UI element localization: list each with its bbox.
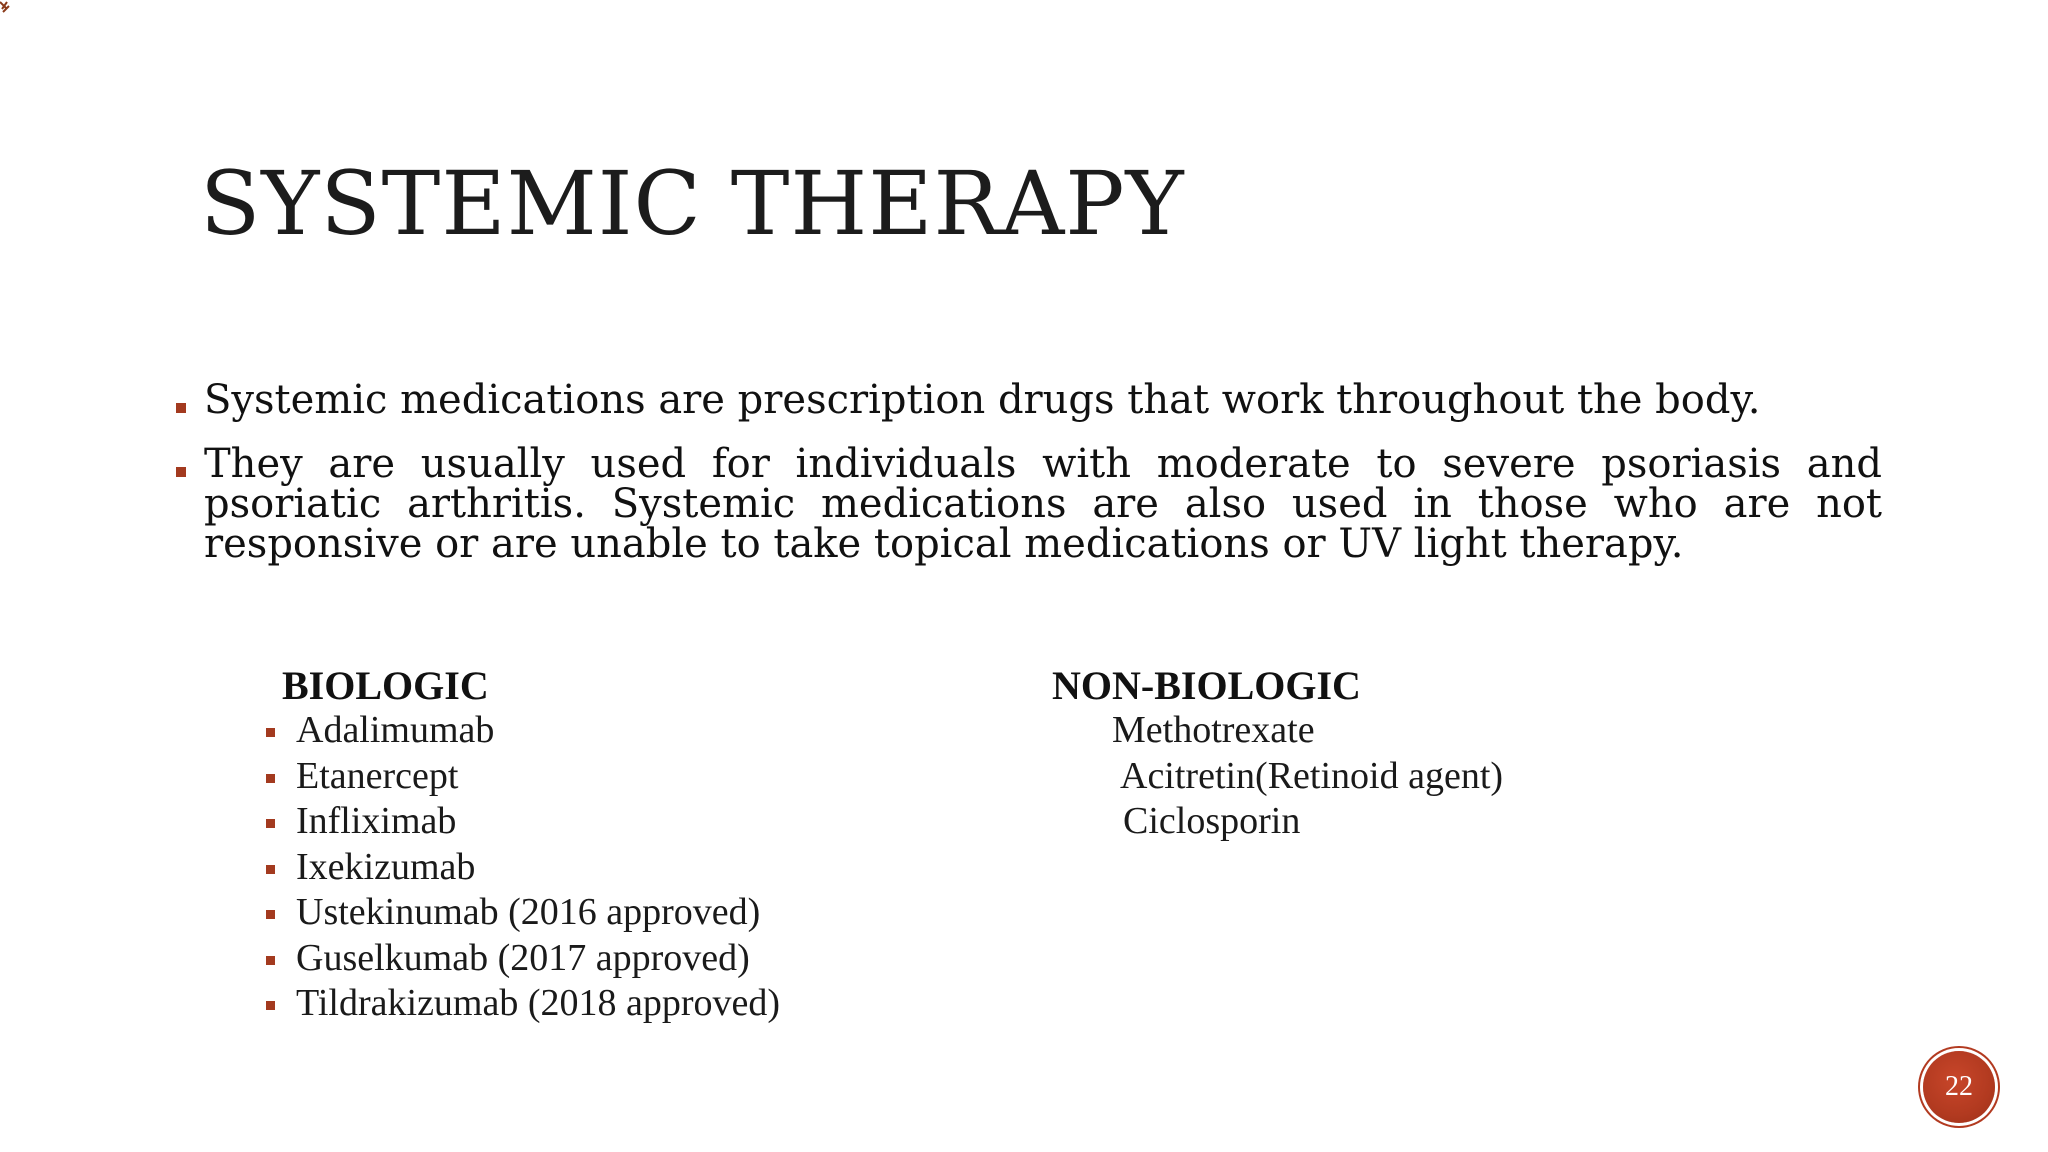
list-item [264, 981, 780, 1027]
square-bullet-icon [266, 956, 275, 965]
bullet-item [176, 377, 1882, 423]
non-biologic-list [1112, 708, 1503, 845]
bullet-item [176, 441, 1882, 567]
square-bullet-icon [266, 819, 275, 828]
square-bullet-icon [176, 467, 186, 477]
corner-ornament-icon [0, 0, 14, 14]
biologic-heading: BIOLOGIC [282, 663, 489, 708]
list-item [264, 936, 780, 982]
bullet-text: Systemic medications are prescription drugs that work throughout the body. [204, 377, 1761, 423]
non-biologic-heading: NON-BIOLOGIC [1052, 663, 1361, 708]
bullet-text: They are usually used for individuals with moderate to severe psoriasis and psoriatic arthritis. Systemic medications are also used in those who are not responsive or are unable to take topical medications or UV light therapy. [204, 441, 1882, 567]
square-bullet-icon [266, 910, 275, 919]
square-bullet-icon [266, 1001, 275, 1010]
list-item [264, 708, 780, 754]
list-item-label: Ustekinumab (2016 approved) [296, 891, 761, 933]
square-bullet-icon [176, 403, 186, 413]
square-bullet-icon [266, 865, 275, 874]
list-item-label: Guselkumab (2017 approved) [296, 936, 750, 979]
list-item-label: Ixekizumab [296, 845, 476, 888]
list-item: Methotrexate [1112, 709, 1315, 751]
slide-title: SYSTEMIC THERAPY [200, 152, 1185, 255]
list-item [264, 754, 780, 800]
list-item-label: Adalimumab [296, 709, 495, 751]
list-item-label: Infliximab [296, 800, 457, 842]
list-item [264, 890, 780, 936]
biologic-list [264, 708, 780, 1027]
square-bullet-icon [266, 728, 275, 737]
page-number: 22 [1945, 1071, 1973, 1102]
list-item-label: Tildrakizumab (2018 approved) [296, 982, 781, 1024]
list-item: Acitretin(Retinoid agent) [1120, 754, 1504, 797]
square-bullet-icon [266, 774, 275, 783]
list-item [264, 845, 780, 891]
list-item [264, 799, 780, 845]
list-item: Ciclosporin [1123, 800, 1301, 842]
list-item-label: Etanercept [296, 754, 459, 797]
page-number-badge [1923, 1051, 1995, 1123]
bullet-list [176, 377, 1882, 588]
